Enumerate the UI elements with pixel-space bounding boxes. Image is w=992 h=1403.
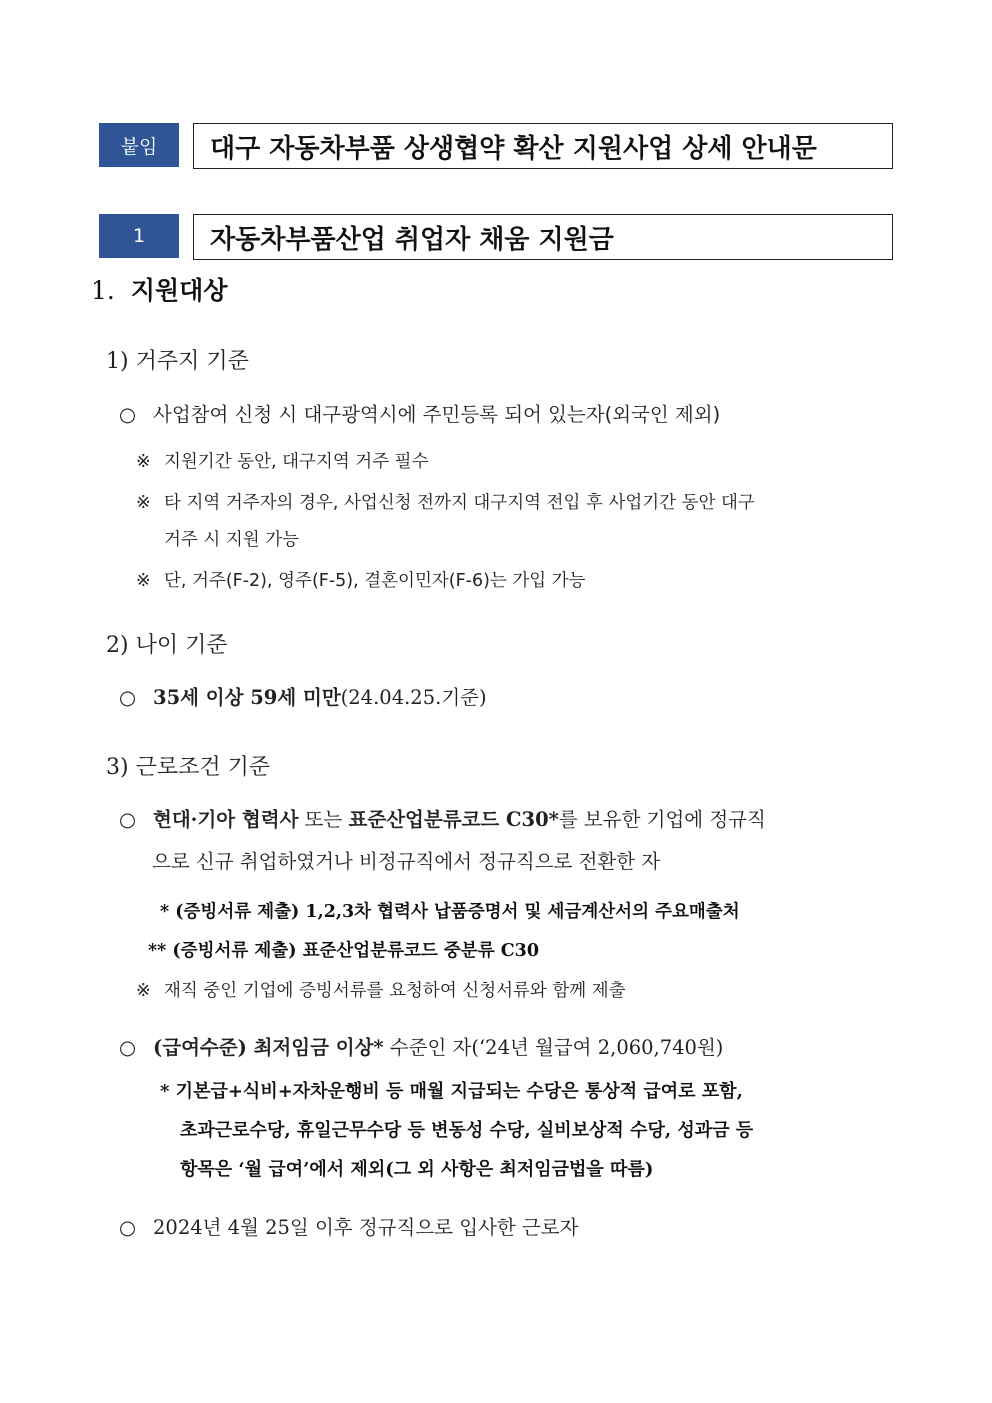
section-number: 1: [132, 225, 146, 247]
reference-mark-icon: ※: [136, 493, 151, 513]
work-bullet-1-rest: 를 보유한 기업에 정규직: [558, 808, 766, 831]
work-bullet-1: [119, 804, 766, 832]
work-note: [136, 977, 626, 1002]
work-footnote-1: * (증빙서류 제출) 1,2,3차 협력사 납품증명서 및 세금계산서의 주요매출처: [160, 902, 740, 922]
residence-bullet-text: 사업참여 신청 시 대구광역시에 주민등록 되어 있는자(외국인 제외): [153, 403, 721, 426]
age-basis-date: (24.04.25.기준): [340, 686, 487, 709]
section-number-tag: [99, 214, 179, 258]
work-bullet-1-bold-2: 표준산업분류코드 C30*: [348, 808, 559, 831]
work-bullet-1-bold-1: 현대·기아 협력사: [153, 808, 299, 831]
subheading-residence: 1) 거주지 기준: [106, 349, 249, 374]
work-bullet-2-bold: (급여수준) 최저임금 이상*: [153, 1036, 384, 1059]
document-title: 대구 자동차부품 상생협약 확산 지원사업 상세 안내문: [210, 133, 817, 164]
work-footnote-2: ** (증빙서류 제출) 표준산업분류코드 중분류 C30: [148, 941, 539, 961]
subheading-work: 3) 근로조건 기준: [106, 755, 271, 780]
bullet-icon: ○: [119, 1216, 137, 1239]
work-bullet-2: [119, 1032, 723, 1060]
document-title-box: [193, 123, 893, 169]
reference-mark-icon: ※: [136, 571, 151, 591]
bullet-icon: ○: [119, 403, 137, 426]
age-bullet: [119, 682, 487, 710]
heading-support-target: [91, 271, 227, 307]
work-bullet-1-cont: 으로 신규 취업하였거나 비정규직에서 정규직으로 전환한 자: [152, 850, 661, 873]
residence-note-3-text: 단, 거주(F-2), 영주(F-5), 결혼이민자(F-6)는 가입 가능: [164, 571, 586, 591]
work-footnote-3-line-3: 항목은 ‘월 급여’에서 제외(그 외 사항은 최저임금법을 따름): [180, 1159, 654, 1180]
residence-note-1: [136, 448, 428, 473]
work-footnote-3-line-1: * 기본급+식비+자차운행비 등 매월 지급되는 수당은 통상적 급여로 포함,: [160, 1081, 743, 1102]
residence-note-2-cont: 거주 시 지원 가능: [164, 530, 300, 550]
subheading-age: 2) 나이 기준: [106, 633, 228, 658]
section-title-box: [193, 214, 893, 260]
section-title: 자동차부품산업 취업자 채움 지원금: [210, 224, 614, 255]
work-bullet-1-mid: 또는: [298, 808, 349, 831]
residence-note-2-text: 타 지역 거주자의 경우, 사업신청 전까지 대구지역 전입 후 사업기간 동안 대구: [164, 493, 755, 513]
residence-note-3: [136, 567, 586, 592]
heading-text: 지원대상: [130, 276, 228, 305]
bullet-icon: ○: [119, 808, 137, 831]
heading-number: 1.: [91, 276, 115, 305]
age-range: 35세 이상 59세 미만: [153, 686, 341, 709]
residence-bullet: [119, 399, 720, 427]
work-bullet-3-text: 2024년 4월 25일 이후 정규직으로 입사한 근로자: [153, 1216, 579, 1239]
residence-note-1-text: 지원기간 동안, 대구지역 거주 필수: [164, 452, 429, 472]
bullet-icon: ○: [119, 686, 137, 709]
work-bullet-3: [119, 1212, 578, 1240]
reference-mark-icon: ※: [136, 452, 151, 472]
bullet-icon: ○: [119, 1036, 137, 1059]
reference-mark-icon: ※: [136, 981, 151, 1001]
attachment-tag-label: 붙임: [120, 135, 158, 158]
work-bullet-2-rest: 수준인 자(‘24년 월급여 2,060,740원): [383, 1036, 724, 1059]
attachment-tag: [99, 123, 179, 167]
residence-note-2: [136, 489, 755, 514]
work-note-text: 재직 중인 기업에 증빙서류를 요청하여 신청서류와 함께 제출: [164, 981, 626, 1001]
work-footnote-3-line-2: 초과근로수당, 휴일근무수당 등 변동성 수당, 실비보상적 수당, 성과금 등: [180, 1120, 754, 1141]
